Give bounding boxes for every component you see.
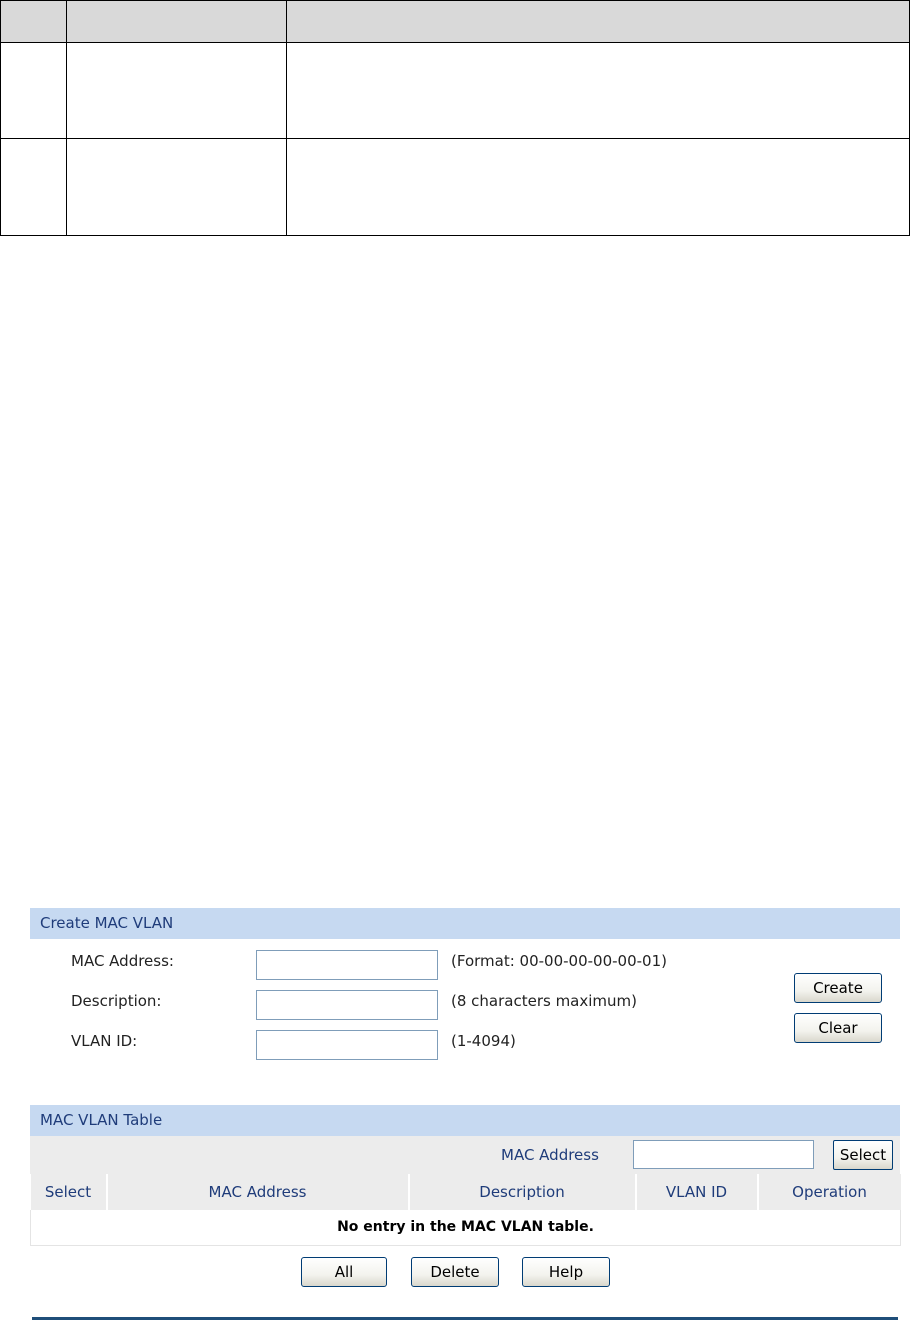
document-table-header-cell xyxy=(67,1,287,43)
mac-address-hint: (Format: 00-00-00-00-00-01) xyxy=(451,952,667,970)
vlan-id-hint: (1-4094) xyxy=(451,1032,516,1050)
mac-vlan-table-panel xyxy=(30,1105,900,1246)
document-table-cell xyxy=(287,43,910,139)
description-label: Description: xyxy=(71,992,162,1010)
document-table-cell xyxy=(287,139,910,236)
create-mac-vlan-form xyxy=(30,939,900,1101)
document-table-header-cell xyxy=(287,1,910,43)
empty-table-message: No entry in the MAC VLAN table. xyxy=(31,1210,901,1245)
footer-divider xyxy=(32,1317,898,1320)
search-mac-address-input[interactable] xyxy=(633,1140,814,1169)
select-all-button[interactable]: All xyxy=(301,1257,387,1287)
document-table-cell xyxy=(1,43,67,139)
mac-vlan-table-title: MAC VLAN Table xyxy=(30,1105,900,1136)
document-table-cell xyxy=(67,43,287,139)
vlan-id-label: VLAN ID: xyxy=(71,1032,138,1050)
column-header-select: Select xyxy=(31,1174,107,1210)
mac-vlan-page xyxy=(30,908,900,1281)
document-table-header-cell xyxy=(1,1,67,43)
column-header-vlan-id: VLAN ID xyxy=(636,1174,758,1210)
clear-button[interactable]: Clear xyxy=(794,1013,882,1043)
table-header-row xyxy=(31,1174,901,1210)
create-mac-vlan-title: Create MAC VLAN xyxy=(30,908,900,939)
mac-address-input[interactable] xyxy=(256,950,438,980)
search-mac-address-label: MAC Address xyxy=(501,1146,599,1164)
document-table-cell xyxy=(1,139,67,236)
column-header-mac-address: MAC Address xyxy=(107,1174,409,1210)
column-header-description: Description xyxy=(409,1174,636,1210)
empty-row xyxy=(31,1210,901,1245)
column-header-operation: Operation xyxy=(758,1174,901,1210)
create-button[interactable]: Create xyxy=(794,973,882,1003)
document-table-header-row xyxy=(1,1,910,43)
document-table-row xyxy=(1,139,910,236)
search-select-button[interactable]: Select xyxy=(833,1140,893,1170)
vlan-id-input[interactable] xyxy=(256,1030,438,1060)
document-table-row xyxy=(1,43,910,139)
document-table xyxy=(0,0,910,236)
description-input[interactable] xyxy=(256,990,438,1020)
mac-address-label: MAC Address: xyxy=(71,952,174,970)
document-table-cell xyxy=(67,139,287,236)
description-hint: (8 characters maximum) xyxy=(451,992,638,1010)
search-row xyxy=(30,1136,900,1174)
mac-vlan-table xyxy=(30,1174,901,1246)
delete-button[interactable]: Delete xyxy=(411,1257,499,1287)
help-button[interactable]: Help xyxy=(522,1257,610,1287)
